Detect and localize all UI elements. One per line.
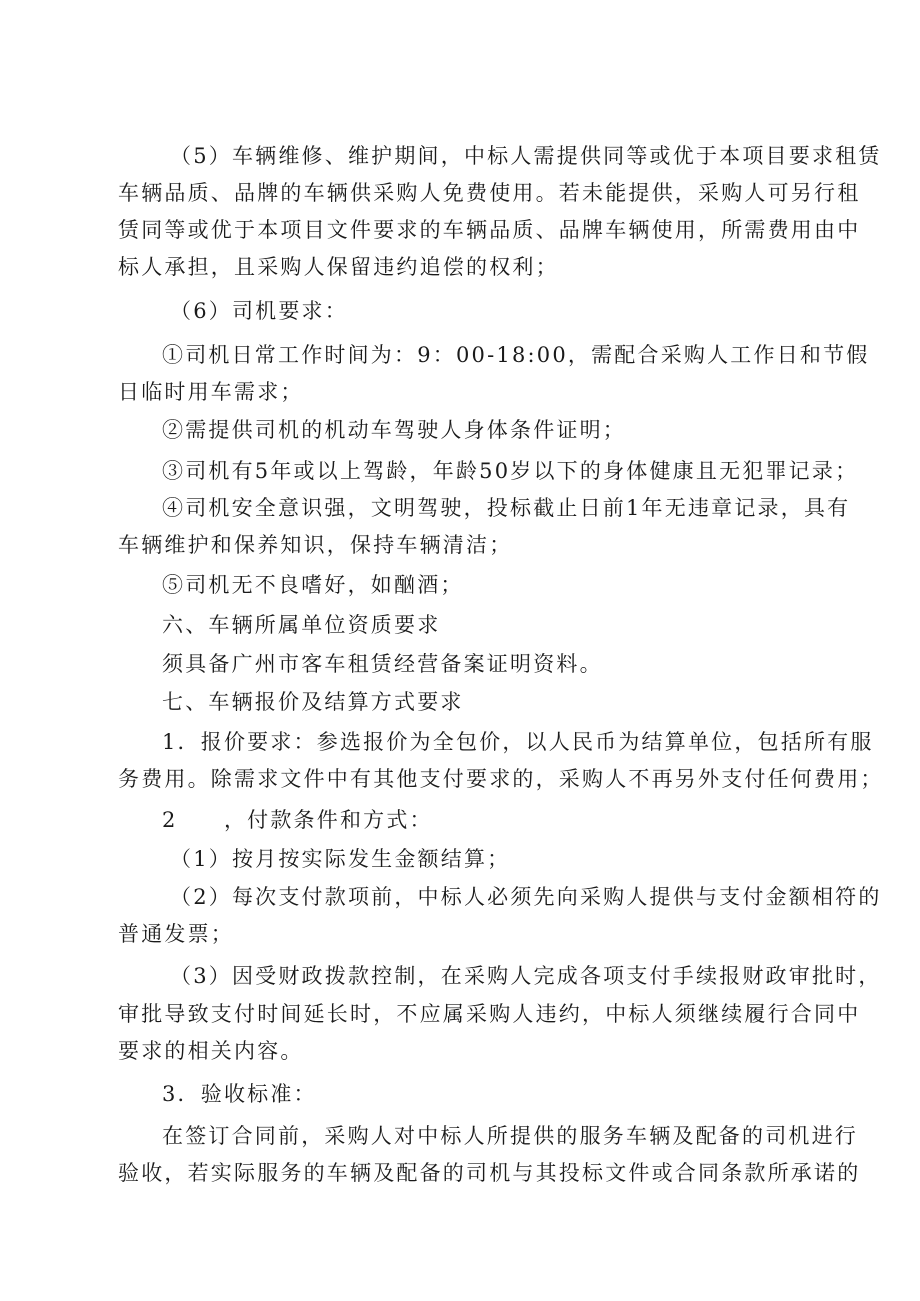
- paragraph-line: （6）司机要求：: [170, 299, 348, 323]
- paragraph-line: 审批导致支付时间延长时，不应属采购人违约，中标人须继续履行合同中: [118, 1002, 861, 1026]
- section-heading: 七、车辆报价及结算方式要求: [162, 690, 464, 714]
- paragraph-line: 车辆维护和保养知识，保持车辆清洁；: [118, 533, 513, 557]
- paragraph-line: 要求的相关内容。: [118, 1039, 304, 1063]
- paragraph-line: 须具备广州市客车租赁经营备案证明资料。: [162, 652, 603, 676]
- paragraph-line: 3．验收标准：: [162, 1082, 317, 1106]
- paragraph-line: ①司机日常工作时间为：9：00-18:00，需配合采购人工作日和节假: [162, 343, 870, 367]
- paragraph-line: 验收，若实际服务的车辆及配备的司机与其投标文件或合同条款所承诺的: [118, 1161, 861, 1185]
- paragraph-line: 2 ，付款条件和方式：: [162, 808, 433, 832]
- section-heading: 六、车辆所属单位资质要求: [162, 613, 441, 637]
- paragraph-line: 普通发票；: [118, 922, 234, 946]
- paragraph-line: 日临时用车需求；: [118, 380, 304, 404]
- paragraph-line: （3）因受财政拨款控制，在采购人完成各项支付手续报财政审批时，: [170, 964, 882, 988]
- paragraph-line: （1）按月按实际发生金额结算；: [170, 847, 511, 871]
- paragraph-line: ⑤司机无不良嗜好，如酗酒；: [162, 573, 464, 597]
- paragraph-line: ③司机有5年或以上驾龄，年龄50岁以下的身体健康且无犯罪记录；: [162, 459, 859, 483]
- paragraph-line: 务费用。除需求文件中有其他支付要求的，采购人不再另外支付任何费用；: [118, 767, 884, 791]
- paragraph-line: （5）车辆维修、维护期间，中标人需提供同等或优于本项目要求租赁: [170, 144, 882, 168]
- paragraph-line: ②需提供司机的机动车驾驶人身体条件证明；: [162, 418, 626, 442]
- paragraph-line: 1．报价要求：参选报价为全包价，以人民币为结算单位，包括所有服: [162, 730, 874, 754]
- paragraph-line: 标人承担，且采购人保留违约追偿的权利；: [118, 255, 559, 279]
- paragraph-line: （2）每次支付款项前，中标人必须先向采购人提供与支付金额相符的: [170, 885, 882, 909]
- paragraph-line: 车辆品质、品牌的车辆供采购人免费使用。若未能提供，采购人可另行租: [118, 181, 861, 205]
- paragraph-line: 赁同等或优于本项目文件要求的车辆品质、品牌车辆使用，所需费用由中: [118, 218, 861, 242]
- paragraph-line: 在签订合同前，采购人对中标人所提供的服务车辆及配备的司机进行: [162, 1124, 858, 1148]
- paragraph-line: ④司机安全意识强，文明驾驶，投标截止日前1年无违章记录，具有: [162, 496, 851, 520]
